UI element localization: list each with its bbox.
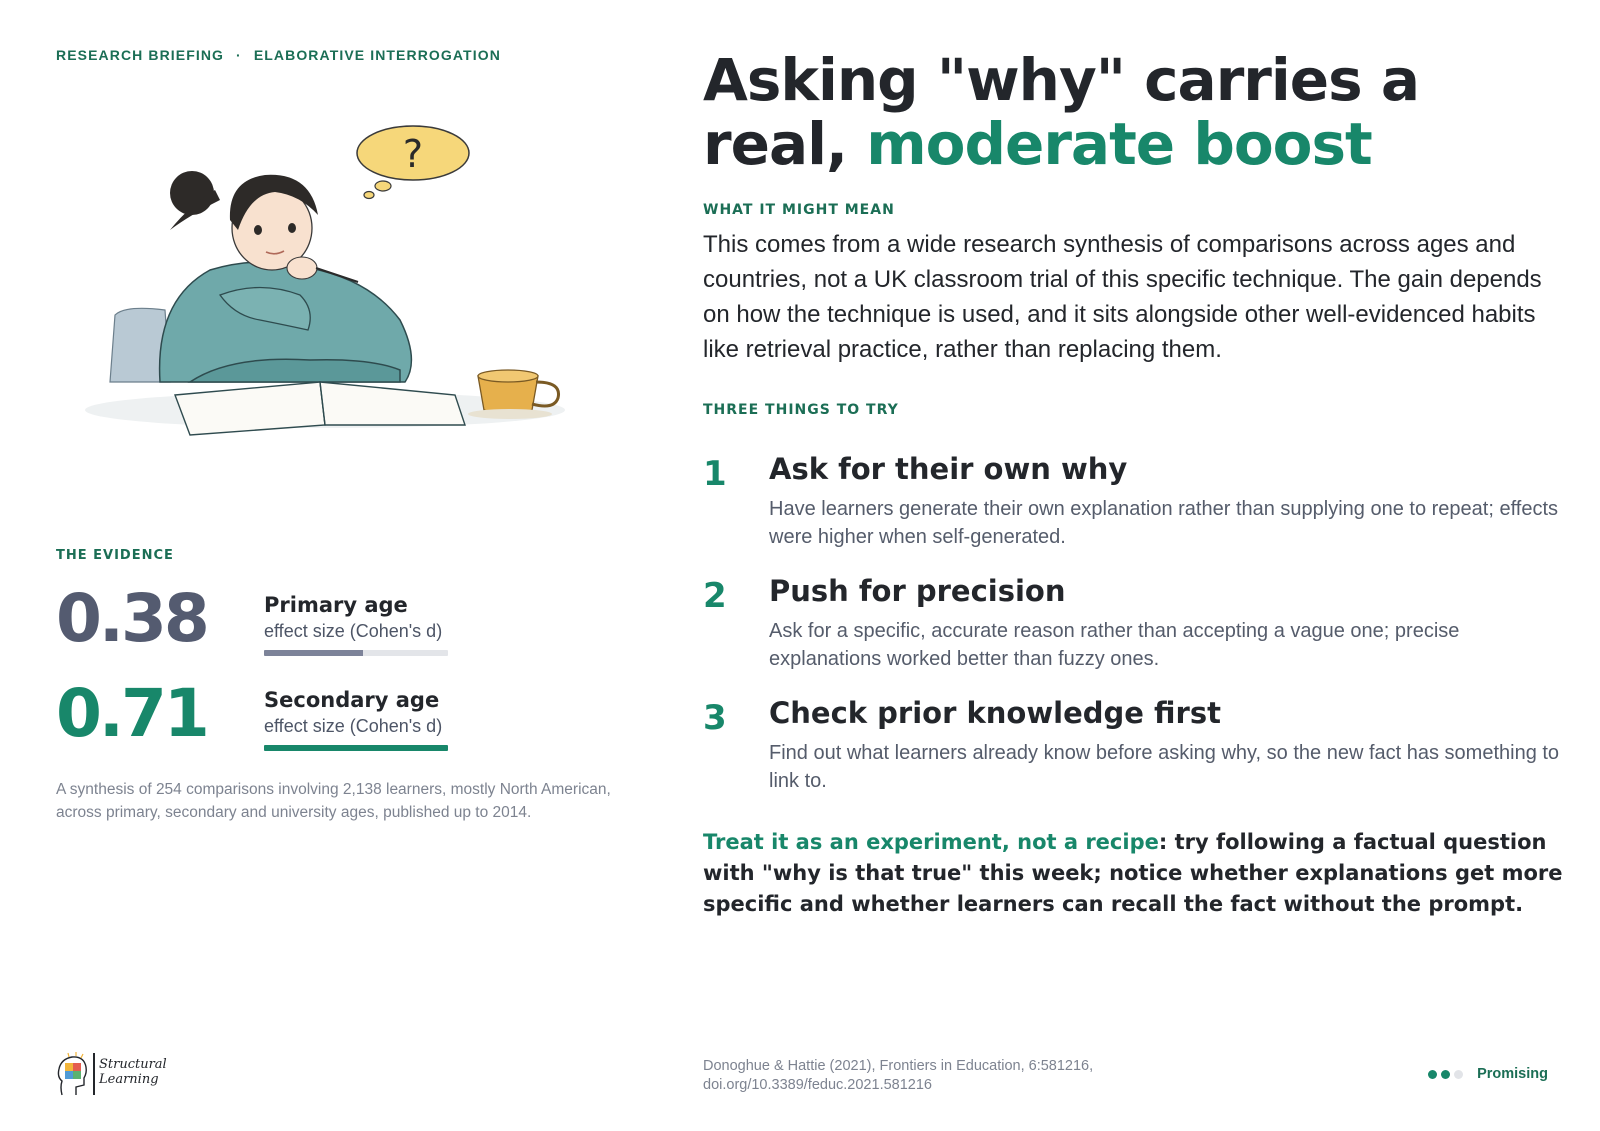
stat-value: 0.38 <box>56 580 207 657</box>
evidence-note: A synthesis of 254 comparisons involving 2,138 learners, mostly North American, across primary, secondary and university ages, published up to 2014. <box>56 781 611 821</box>
evidence-label: THE EVIDENCE <box>56 548 174 563</box>
meaning-text: This comes from a wide research synthesis of comparisons across ages and countries, not a UK classroom trial of this specific technique. The gain depends on how the technique is used, and it sits alongside other well-evidenced habits like retrieval practice, rather than replacing them. <box>703 231 1542 363</box>
briefing-eyebrow <box>56 47 501 63</box>
stat-title: Secondary age <box>264 688 440 712</box>
try-body: Ask for a specific, accurate reason rather than accepting a vague one; precise explanations worked better than fuzzy ones. <box>769 620 1460 670</box>
stat-value: 0.71 <box>56 675 207 752</box>
headline-line2-prefix: real, <box>703 110 867 178</box>
coffee-cup-icon <box>468 370 559 419</box>
stat-secondary <box>56 675 616 768</box>
page-title <box>703 48 1583 176</box>
logo-line1: Structural <box>99 1057 167 1072</box>
briefing-topic: ELABORATIVE INTERROGATION <box>253 47 501 63</box>
try-title: Check prior knowledge first <box>769 696 1221 730</box>
try-body: Have learners generate their own explanation rather than supplying one to repeat; effects were higher when self-generated. <box>769 498 1559 548</box>
closing-highlight: Treat it as an experiment, not a recipe <box>703 830 1159 854</box>
stat-subtitle: effect size (Cohen's d) <box>264 621 443 641</box>
rating-label: Promising <box>1477 1066 1548 1082</box>
rating-dot-icon <box>1428 1070 1437 1079</box>
headline-line1: Asking "why" carries a <box>703 46 1419 114</box>
citation-doi: doi.org/10.3389/feduc.2021.581216 <box>703 1077 932 1093</box>
structural-learning-logo <box>56 1051 166 1097</box>
try-number: 1 <box>703 454 727 494</box>
thought-bubble-icon <box>357 126 469 199</box>
rating-dot-icon <box>1454 1070 1463 1079</box>
citation-line1: Donoghue & Hattie (2021), Frontiers in Education, 6:581216, <box>703 1058 1094 1074</box>
svg-text:?: ? <box>402 132 424 176</box>
closing-rest: : try following a factual question with "why is that true" this week; notice whether explanations get more specific and whether learners can recall the fact without the prompt. <box>703 830 1563 916</box>
head-puzzle-icon <box>56 1051 90 1097</box>
meaning-label: WHAT IT MIGHT MEAN <box>703 202 895 218</box>
stat-subtitle: effect size (Cohen's d) <box>264 716 443 736</box>
logo-wordmark <box>99 1057 167 1087</box>
logo-divider <box>93 1053 95 1095</box>
try-title: Push for precision <box>769 574 1066 608</box>
effect-size-bar <box>264 745 448 751</box>
effect-size-bar-fill <box>264 745 448 751</box>
try-number: 3 <box>703 698 727 738</box>
evidence-rating <box>1428 1064 1548 1084</box>
try-number: 2 <box>703 576 727 616</box>
effect-size-bar <box>264 650 448 656</box>
closing-statement <box>703 827 1563 920</box>
thinking-learner-illustration <box>70 120 600 460</box>
stat-title: Primary age <box>264 593 408 617</box>
try-title: Ask for their own why <box>769 452 1128 486</box>
eyebrow-separator: · <box>236 47 242 63</box>
effect-size-bar-fill <box>264 650 363 656</box>
stat-primary <box>56 580 616 673</box>
briefing-category: RESEARCH BRIEFING <box>56 47 225 63</box>
try-body: Find out what learners already know before asking why, so the new fact has something to link to. <box>769 742 1560 792</box>
rating-dot-icon <box>1441 1070 1450 1079</box>
tries-label: THREE THINGS TO TRY <box>703 402 899 418</box>
citation <box>703 1057 1093 1095</box>
logo-line2: Learning <box>99 1072 159 1087</box>
headline-highlight: moderate boost <box>866 110 1372 178</box>
